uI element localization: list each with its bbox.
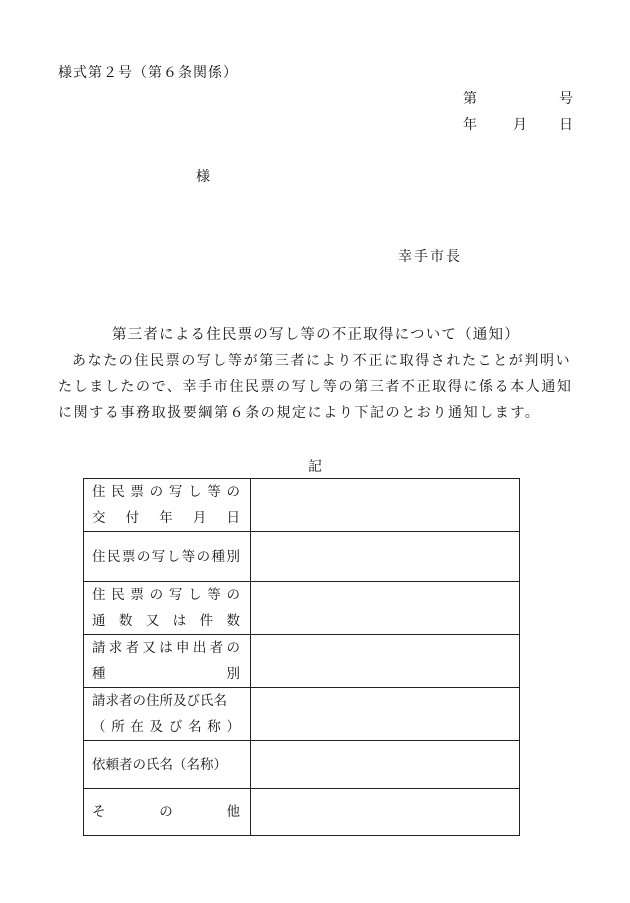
body-line: たしましたので、幸手市住民票の写し等の第三者不正取得に係る本人通知: [58, 379, 573, 395]
ki-heading: 記: [308, 459, 322, 475]
row-value-client-name[interactable]: [251, 741, 520, 789]
table-row: [84, 741, 520, 789]
row-value-count[interactable]: [251, 582, 520, 635]
row-value-other[interactable]: [251, 789, 520, 836]
document-title: 第三者による住民票の写し等の不正取得について（通知）: [112, 327, 520, 343]
table-row: [84, 688, 520, 741]
row-label-client-name: 依頼者の氏名（名称）: [84, 741, 251, 789]
row-label-other: その他: [84, 789, 251, 836]
table-row: [84, 582, 520, 635]
date-line: [463, 114, 573, 134]
body-text: [58, 348, 583, 426]
row-label-issue-date: 住民票の写し等の 交付年月日: [84, 479, 251, 532]
row-value-requester-address[interactable]: [251, 688, 520, 741]
row-value-type[interactable]: [251, 532, 520, 582]
date-day: 日: [559, 117, 573, 133]
body-line: に関する事務取扱要綱第６条の規定により下記のとおり通知します。: [58, 405, 541, 421]
row-label-count: 住民票の写し等の 通数又は件数: [84, 582, 251, 635]
table-row: [84, 532, 520, 582]
row-label-type: 住民票の写し等の種別: [84, 532, 251, 582]
number-go: 号: [559, 91, 573, 107]
row-label-requester-type: 請求者又は申出者の 種別: [84, 635, 251, 688]
details-table: [83, 478, 520, 836]
date-month: 月: [513, 117, 527, 133]
table-row: [84, 789, 520, 836]
document-number-line: [463, 88, 573, 108]
row-value-requester-type[interactable]: [251, 635, 520, 688]
body-line: あなたの住民票の写し等が第三者により不正に取得されたことが判明い: [72, 353, 572, 369]
number-dai: 第: [463, 91, 477, 107]
row-value-issue-date[interactable]: [251, 479, 520, 532]
table-row: [84, 635, 520, 688]
row-label-requester-address: 請求者の住所及び氏名 （所在及び名称）: [84, 688, 251, 741]
form-number: 様式第２号（第６条関係）: [58, 65, 238, 81]
table-row: [84, 479, 520, 532]
sender-mayor: 幸手市長: [398, 249, 462, 265]
date-year: 年: [463, 117, 477, 133]
addressee-suffix: 様: [196, 169, 210, 185]
